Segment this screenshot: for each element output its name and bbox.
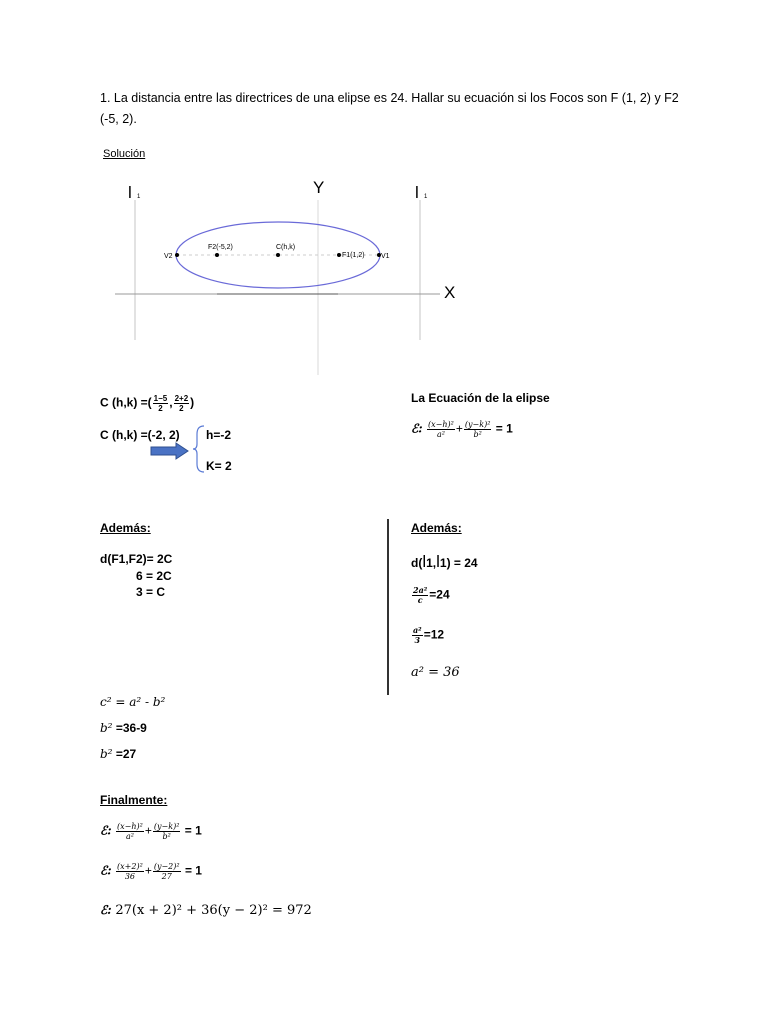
ademas-left-line-3: 3 = C (136, 585, 166, 599)
b-squared-step: b² =36-9 (100, 721, 147, 735)
center-lhs: C (h,k) =( (100, 395, 152, 410)
problem-statement (100, 88, 700, 130)
point-c-dot (276, 253, 280, 257)
equation-a2-over-3: $\frac{\text{a²}}{3}$ =12 (413, 625, 445, 645)
center-formula: C (h,k) =( $\frac{1-5}{2}$ , $\frac{2+2}{2}$ ) (100, 394, 195, 413)
equation-2a2-over-c: $\frac{\text{2a²}}{c}$ =24 (413, 585, 450, 605)
b-squared-result: b² =27 (100, 747, 137, 761)
center-result: C (h,k) =(-2, 2) (100, 428, 180, 442)
ademas-right-title: Además: (411, 521, 462, 535)
final-equation-substituted: ℰ: $\frac{\text{(x+2)²}}{36}$ + $\frac{\text{(y−2)²}}{27}$ = 1 (100, 862, 202, 881)
point-f2-dot (215, 253, 219, 257)
brace-icon (192, 424, 206, 474)
center-frac-h: $\frac{1-5}{2}$ (153, 394, 168, 413)
b-formula: c² = a² - b² (100, 695, 166, 709)
ademas-left-line-1: d(F1,F2)= 2C (100, 552, 173, 566)
point-f2-label: F2(-5,2) (208, 244, 233, 251)
a-squared-value: a² = 36 (411, 665, 460, 680)
vertical-divider (387, 519, 389, 695)
directrix-left-subscript: 1 (137, 194, 141, 200)
directrix-right-label: l (415, 183, 419, 202)
point-v2-label: V2 (164, 253, 173, 260)
point-f1-label: F1(1,2) (342, 252, 365, 259)
h-value: h=-2 (206, 428, 232, 442)
problem-line-2: (-5, 2). (100, 112, 137, 126)
arrow-right-icon (150, 442, 190, 460)
equation-title: La Ecuación de la elipse (411, 391, 550, 405)
ademas-left-line-2: 6 = 2C (136, 569, 172, 583)
x-axis-label: X (444, 283, 456, 302)
directrix-right-subscript: 1 (424, 194, 428, 200)
point-c-label: C(h,k) (276, 244, 296, 251)
problem-line-1: 1. La distancia entre las directrices de una elipse es 24. Hallar su ecuación si los Focos son F (1, 2) y F2 (100, 91, 679, 105)
final-equation-general: ℰ: $\frac{\text{(x−h)²}}{\text{a²}}$ + $\frac{\text{(y−k)²}}{\text{b²}}$ = 1 (100, 822, 202, 841)
final-equation-expanded: ℰ: 27(x + 2)² + 36(y − 2)² = 972 (100, 903, 312, 918)
point-v1-label: V1 (381, 253, 390, 260)
equation-general: ℰ: $\frac{\text{(x−h)²}}{\text{a²}}$ + $\frac{\text{(y−k)²}}{\text{b²}}$ = 1 (411, 420, 513, 439)
point-f1-dot (337, 253, 341, 257)
point-v2-dot (175, 253, 179, 257)
ellipse-diagram (110, 175, 470, 380)
ademas-left-title: Además: (100, 521, 151, 535)
center-frac-k: $\frac{2+2}{2}$ (174, 394, 189, 413)
solution-label: Solución (103, 148, 146, 160)
directrix-left-label: l (128, 183, 132, 202)
y-axis-label: Y (313, 178, 325, 197)
directrix-distance: d(l1,l1) = 24 (411, 552, 478, 571)
finalmente-title: Finalmente: (100, 793, 168, 807)
k-value: K= 2 (206, 459, 232, 473)
